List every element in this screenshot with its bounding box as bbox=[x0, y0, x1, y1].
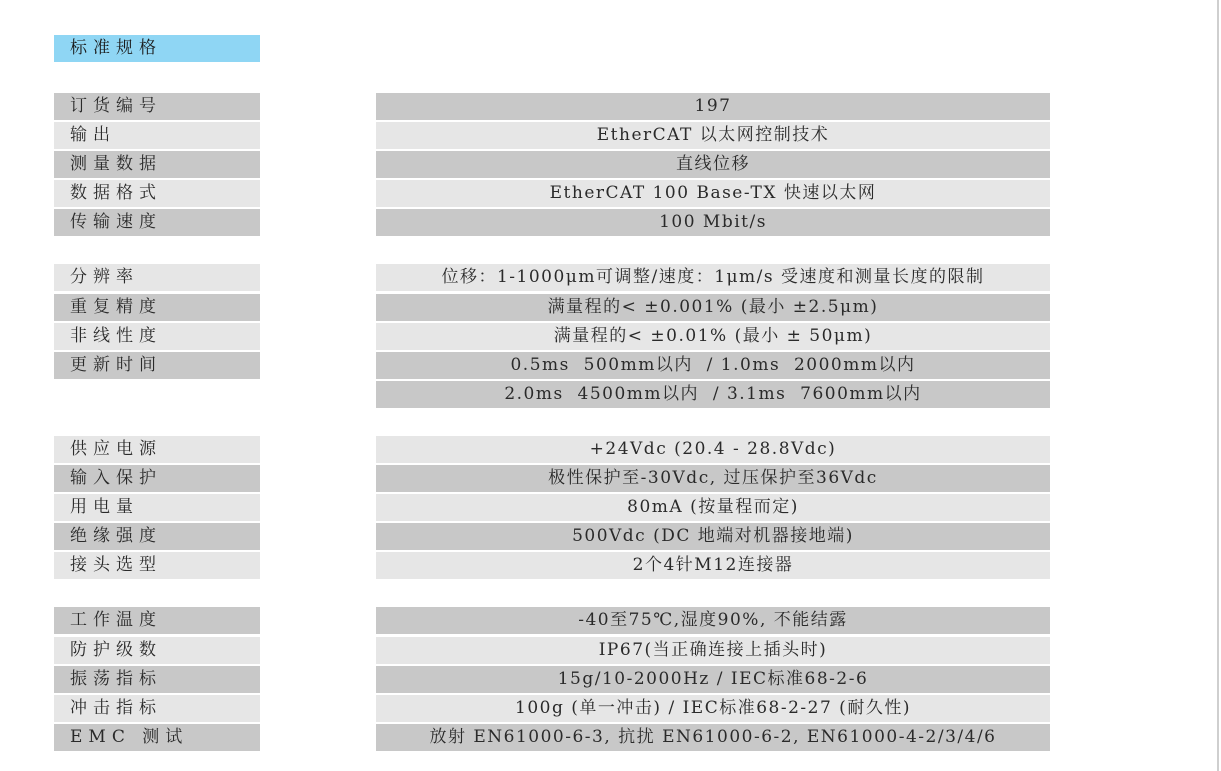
spec-label: 测量数据 bbox=[54, 151, 260, 178]
spec-row-measurement bbox=[0, 151, 1221, 178]
spec-label: 防护级数 bbox=[54, 637, 260, 664]
spec-label: 输出 bbox=[54, 122, 260, 149]
spec-value: 满量程的< ±0.001% (最小 ±2.5μm) bbox=[376, 294, 1050, 321]
spec-value: +24Vdc (20.4 - 28.8Vdc) bbox=[376, 436, 1050, 463]
spec-value: EtherCAT 以太网控制技术 bbox=[376, 122, 1050, 149]
spec-row-input-protection bbox=[0, 465, 1221, 492]
spec-label: 非线性度 bbox=[54, 323, 260, 350]
spec-value: IP67(当正确连接上插头时) bbox=[376, 637, 1050, 664]
spec-value: -40至75℃,湿度90%, 不能结露 bbox=[376, 607, 1050, 634]
spec-row-current-draw bbox=[0, 494, 1221, 521]
spec-row-shock bbox=[0, 695, 1221, 722]
spec-row-power-supply bbox=[0, 436, 1221, 463]
spec-row-repeatability bbox=[0, 294, 1221, 321]
spec-label: 供应电源 bbox=[54, 436, 260, 463]
spec-value: 100 Mbit/s bbox=[376, 209, 1050, 236]
spec-value: 2个4针M12连接器 bbox=[376, 552, 1050, 579]
spec-label: 更新时间 bbox=[54, 352, 260, 379]
spec-row-connector bbox=[0, 552, 1221, 579]
spec-value: 80mA (按量程而定) bbox=[376, 494, 1050, 521]
spec-row-update-time bbox=[0, 352, 1221, 379]
spec-value: 500Vdc (DC 地端对机器接地端) bbox=[376, 523, 1050, 550]
spec-label: 绝缘强度 bbox=[54, 523, 260, 550]
spec-value: 15g/10-2000Hz / IEC标准68-2-6 bbox=[376, 666, 1050, 693]
spec-label: 接头选型 bbox=[54, 552, 260, 579]
spec-label: EMC 测试 bbox=[54, 724, 260, 751]
spec-label: 冲击指标 bbox=[54, 695, 260, 722]
spec-row-dielectric-strength bbox=[0, 523, 1221, 550]
spec-row-transfer-speed bbox=[0, 209, 1221, 236]
spec-value: EtherCAT 100 Base-TX 快速以太网 bbox=[376, 180, 1050, 207]
spec-row-update-time-cont bbox=[0, 381, 1221, 408]
spec-label: 重复精度 bbox=[54, 294, 260, 321]
spec-value: 放射 EN61000-6-3, 抗扰 EN61000-6-2, EN61000-4-2/3/4/6 bbox=[376, 724, 1050, 751]
spec-label: 传输速度 bbox=[54, 209, 260, 236]
spec-value: 0.5ms 500mm以内 / 1.0ms 2000mm以内 bbox=[376, 352, 1050, 379]
spec-row-nonlinearity bbox=[0, 323, 1221, 350]
spec-row-order-number bbox=[0, 93, 1221, 120]
spec-value: 直线位移 bbox=[376, 151, 1050, 178]
spec-label: 用电量 bbox=[54, 494, 260, 521]
spec-row-operating-temp bbox=[0, 607, 1221, 634]
spec-label: 订货编号 bbox=[54, 93, 260, 120]
spec-label: 分辨率 bbox=[54, 264, 260, 291]
spec-label: 输入保护 bbox=[54, 465, 260, 492]
spec-row-protection-class bbox=[0, 637, 1221, 664]
spec-row-emc-test bbox=[0, 724, 1221, 751]
spec-label: 数据格式 bbox=[54, 180, 260, 207]
spec-label: 工作温度 bbox=[54, 607, 260, 634]
spec-label: 振荡指标 bbox=[54, 666, 260, 693]
spec-value: 位移：1-1000μm可调整/速度：1μm/s 受速度和测量长度的限制 bbox=[376, 264, 1050, 291]
spec-value: 极性保护至-30Vdc, 过压保护至36Vdc bbox=[376, 465, 1050, 492]
spec-row-data-format bbox=[0, 180, 1221, 207]
spec-value: 100g (单一冲击) / IEC标准68-2-27 (耐久性) bbox=[376, 695, 1050, 722]
spec-row-vibration bbox=[0, 666, 1221, 693]
spec-value: 197 bbox=[376, 93, 1050, 120]
spec-value: 2.0ms 4500mm以内 / 3.1ms 7600mm以内 bbox=[376, 381, 1050, 408]
spec-row-resolution bbox=[0, 264, 1221, 291]
section-title: 标准规格 bbox=[54, 35, 260, 62]
spec-row-output bbox=[0, 122, 1221, 149]
spec-value: 满量程的< ±0.01% (最小 ± 50μm) bbox=[376, 323, 1050, 350]
